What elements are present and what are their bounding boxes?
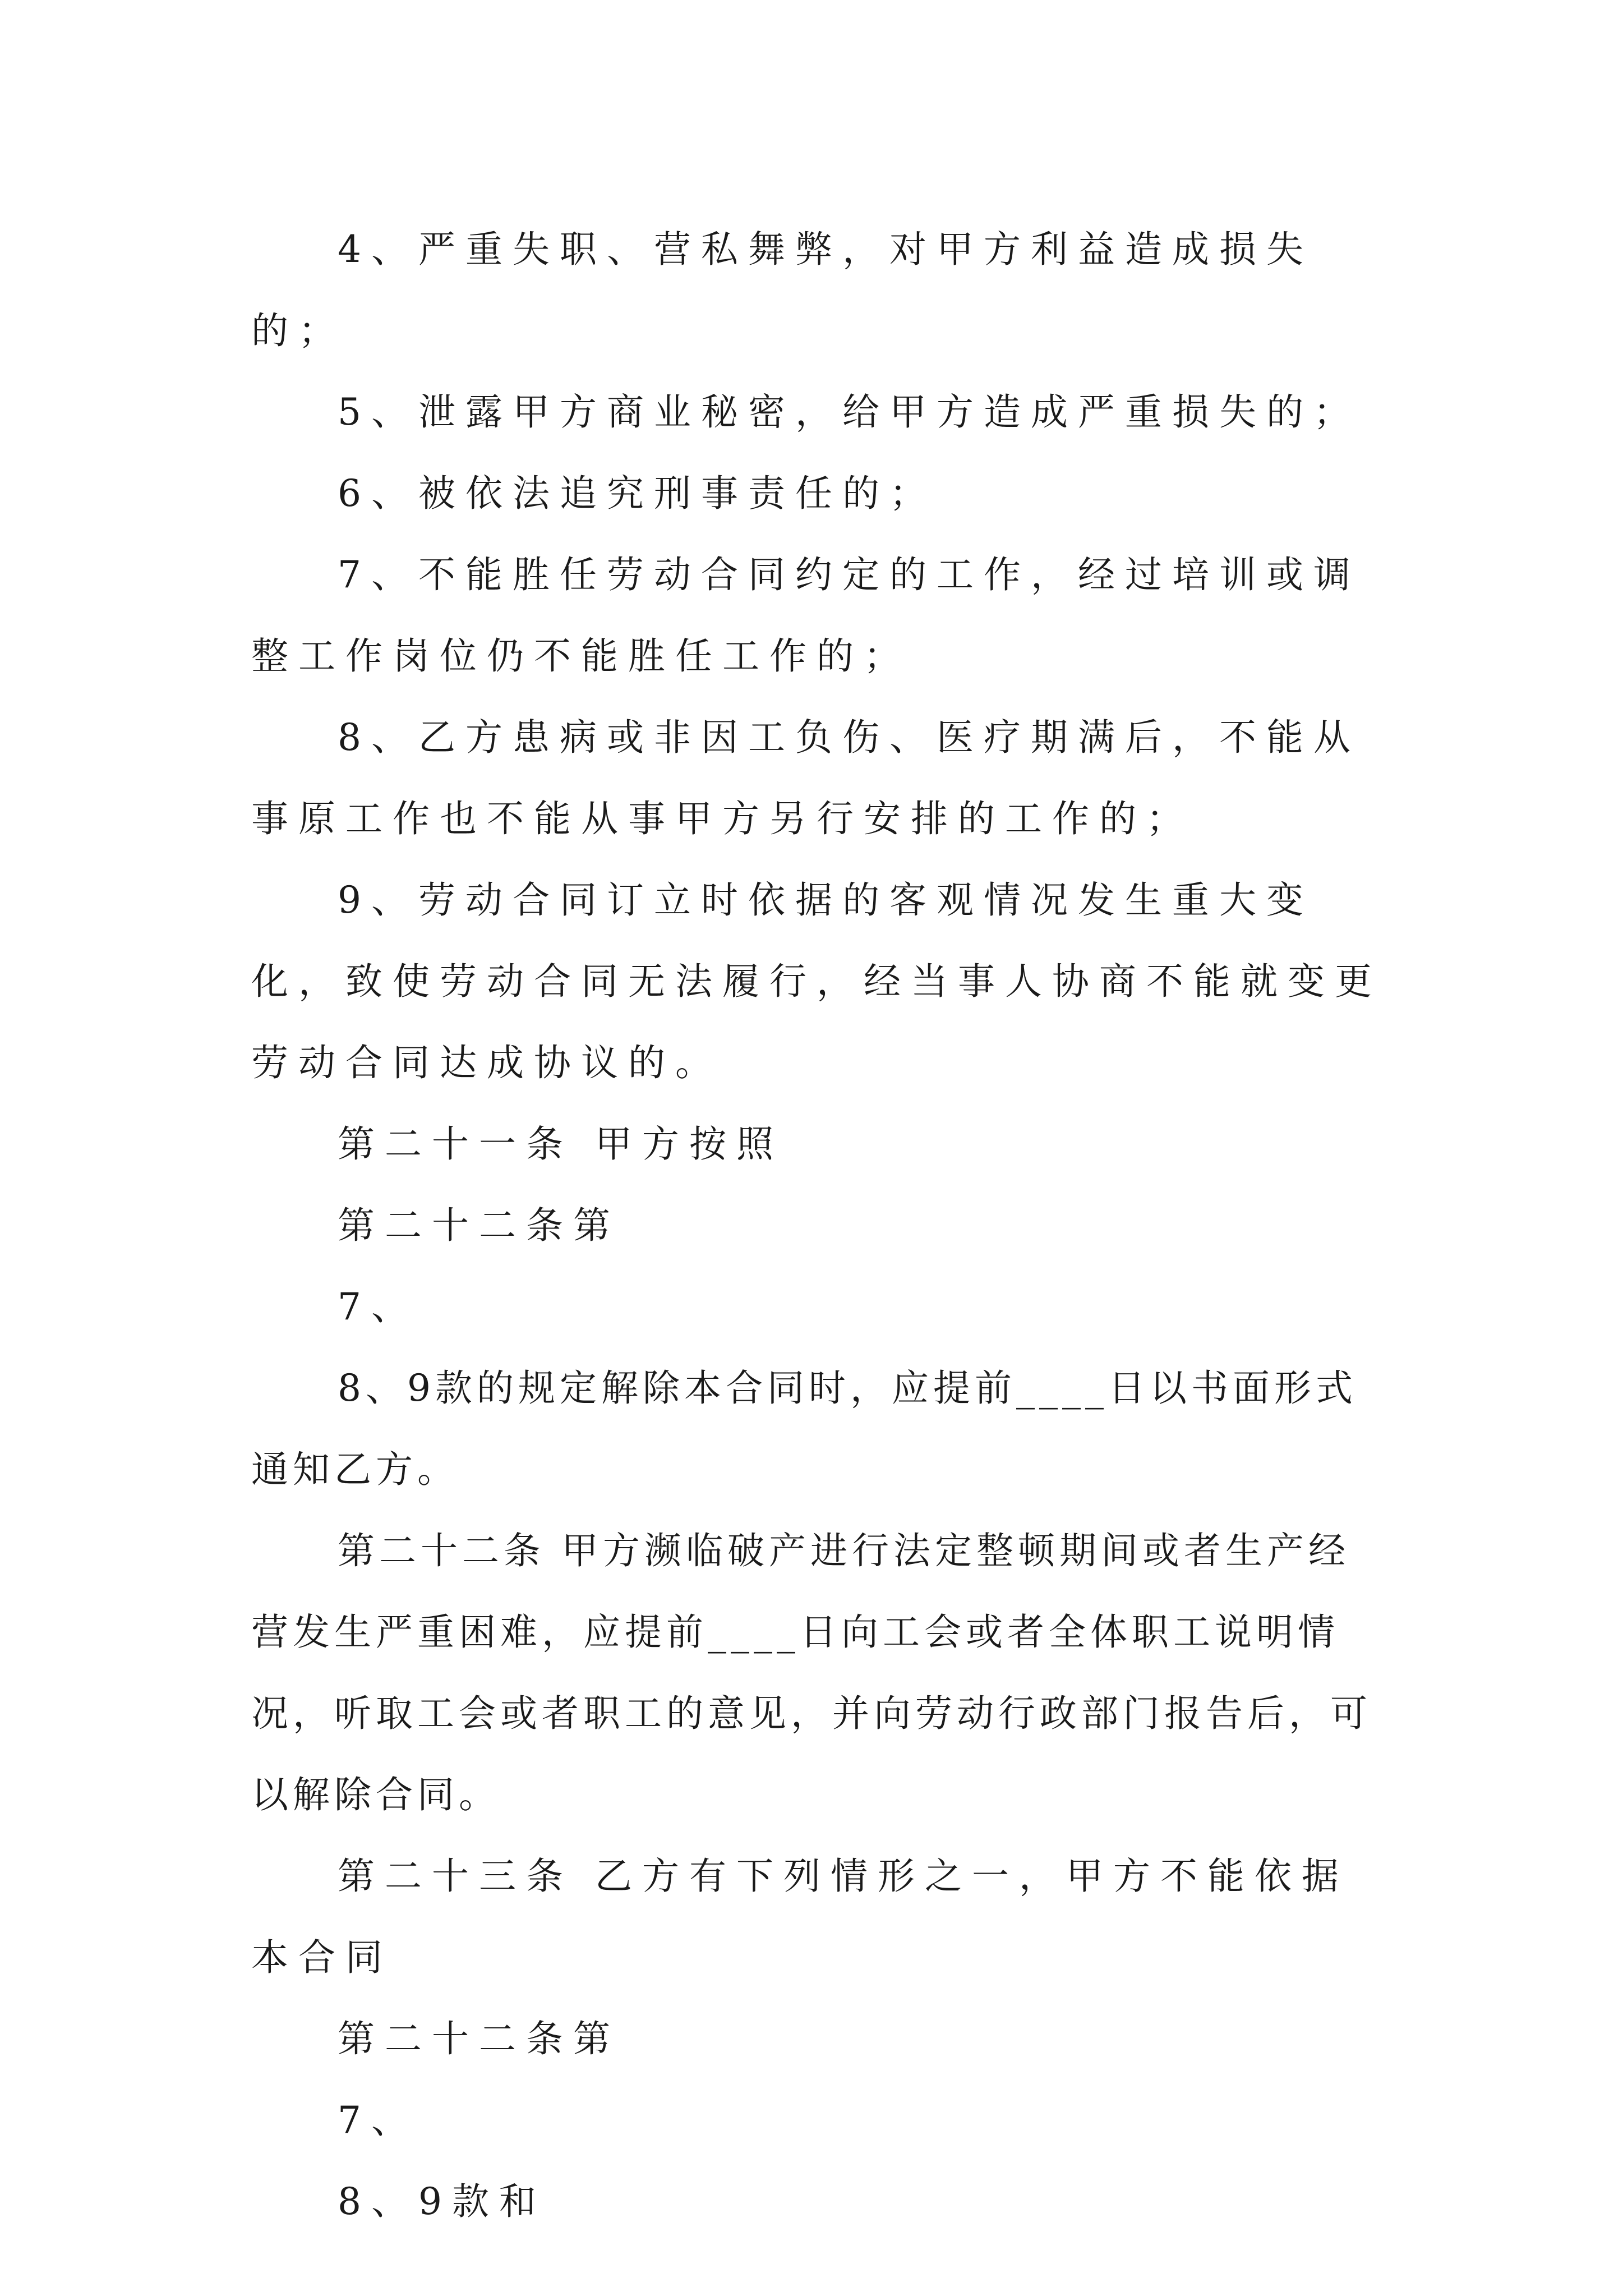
clause-item-9: 9、劳动合同订立时依据的客观情况发生重大变化，致使劳动合同无法履行，经当事人协商不能就变更劳动合同达成协议的。 — [251, 878, 1382, 1084]
clause-item-7: 7、不能胜任劳动合同约定的工作，经过培训或调整工作岗位仍不能胜任工作的； — [251, 553, 1361, 678]
article-23-paragraph: 第二十三条 乙方有下列情形之一，甲方不能依据本合同 — [251, 1855, 1349, 1979]
clause-item-5: 5、泄露甲方商业秘密，给甲方造成严重损失的； — [338, 390, 1361, 434]
article-21-heading: 第二十一条 甲方按照 — [338, 1122, 783, 1166]
notice-paragraph: 8、9款的规定解除本合同时，应提前____日以书面形式通知乙方。 — [251, 1366, 1357, 1491]
reference-items-8-9: 8、9款和 — [338, 2180, 546, 2223]
article-22-reference-2: 第二十二条第 — [338, 2017, 620, 2060]
article-22-reference: 第二十二条第 — [338, 1204, 620, 1247]
clause-item-6: 6、被依法追究刑事责任的； — [338, 472, 937, 515]
document-body — [251, 209, 1390, 2242]
clause-item-4: 4、严重失职、营私舞弊，对甲方利益造成损失的； — [251, 228, 1313, 352]
reference-item-7: 7、 — [338, 1285, 418, 1328]
clause-item-8: 8、乙方患病或非因工负伤、医疗期满后，不能从事原工作也不能从事甲方另行安排的工作的； — [251, 716, 1361, 840]
article-22-paragraph: 第二十二条 甲方濒临破产进行法定整顿期间或者生产经营发生严重困难，应提前____日向工会或者全体职工说明情况，听取工会或者职工的意见，并向劳动行政部门报告后，可以解除合同。 — [251, 1529, 1372, 1816]
reference-item-7-2: 7、 — [338, 2099, 418, 2142]
